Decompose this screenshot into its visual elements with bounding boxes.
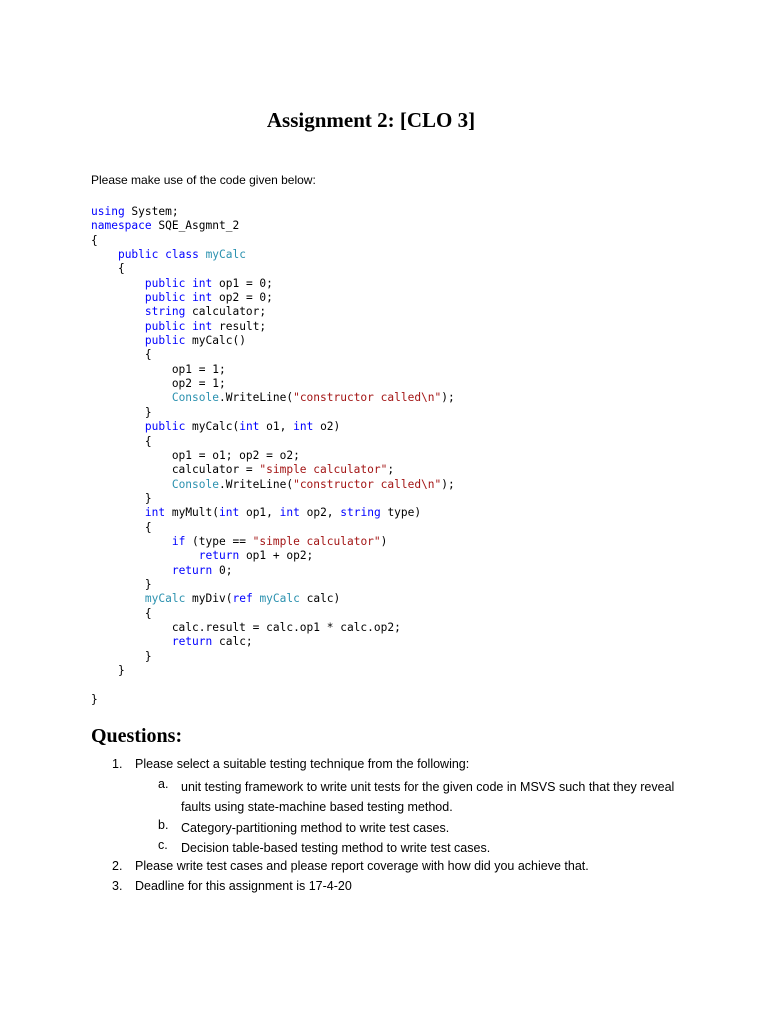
code-line [91,363,455,377]
code-token: public [144,276,186,290]
code-token: { [91,434,152,448]
sub-question-text: Decision table-based testing method to write test cases. [181,841,491,855]
sub-question-letter: b. [158,818,169,832]
code-token [91,635,172,648]
code-token: { [91,262,125,276]
code-token: SQE_Asgmnt_2 [151,219,240,233]
intro-text: Please make use of the code given below: [91,173,316,187]
code-token: { [91,520,152,534]
code-token: } [91,405,152,419]
code-line [91,219,455,233]
code-token: int [192,319,213,333]
sub-question-letter: c. [158,838,168,852]
question-text: Please write test cases and please report coverage with how did you achieve that. [135,859,589,873]
code-token [91,549,199,562]
code-token: .WriteLine( [218,477,294,491]
code-token: myCalc( [185,420,240,434]
code-token [91,305,145,318]
code-token: 0; [212,563,233,577]
code-token: ) [380,534,388,548]
code-token: namespace [91,219,152,233]
code-token: class [165,248,199,262]
code-token: myCalc [205,248,246,262]
code-token: myCalc [144,592,186,606]
code-line [91,549,455,563]
code-token: string [340,506,381,520]
code-line [91,391,455,405]
code-line [91,449,455,463]
code-token: calc.result = calc.op1 * calc.op2; [91,620,401,634]
code-line [91,262,455,276]
code-token: using [91,205,125,218]
code-token: o1, [259,420,294,434]
code-token: public [144,291,186,305]
code-token: public [144,334,186,348]
assignment-title: Assignment 2: [CLO 3] [266,108,476,132]
code-line [91,320,455,334]
code-token: int [192,276,213,290]
code-token [91,320,145,333]
code-token: return [198,549,240,563]
code-line [91,592,455,606]
code-token: "simple calculator" [252,534,381,548]
code-line [91,492,455,506]
code-token: op2 = 0; [212,291,273,305]
code-token: } [91,664,125,677]
question-text: Please select a suitable testing technique from the following: [135,757,470,771]
code-token: System; [124,205,179,218]
code-token: Console [171,391,219,405]
code-token: } [91,692,98,706]
code-token: public [144,319,186,333]
code-line [91,205,455,219]
code-token: int [144,506,166,520]
code-token: "simple calculator" [259,463,388,477]
code-line [91,664,455,678]
code-line [91,607,455,621]
code-token: string [144,305,186,319]
code-token: myMult( [165,506,219,520]
code-token: } [91,577,152,591]
code-line [91,506,455,520]
sub-question-text: Category-partitioning method to write test cases. [181,821,450,835]
code-token: int [239,420,260,434]
code-token: } [91,491,152,505]
code-token: .WriteLine( [218,391,294,405]
code-token: op1 = 0; [212,276,273,290]
code-token: "constructor called\n" [293,391,442,405]
code-token [91,420,145,433]
code-line [91,564,455,578]
code-token [199,248,206,261]
code-block [91,205,455,707]
code-line [91,678,455,692]
code-token: } [91,649,152,663]
code-token: if [171,534,186,548]
code-token: public [144,420,186,434]
code-token: ; [387,463,395,477]
code-token: calc; [212,635,253,649]
code-token: calculator; [185,305,267,319]
code-token [91,592,145,605]
code-token [91,478,172,491]
code-token [91,277,145,290]
code-line [91,291,455,305]
code-token: Console [171,477,219,491]
code-line [91,234,455,248]
code-token: calculator = [91,463,260,477]
code-token: int [279,506,300,520]
code-line [91,248,455,262]
code-token [91,291,145,304]
code-line [91,406,455,420]
code-token: myDiv( [185,592,233,606]
code-token: int [293,420,314,434]
code-token: myCalc() [185,334,246,348]
code-line [91,521,455,535]
code-token [91,564,172,577]
question-number: 3. [112,879,123,893]
code-line [91,420,455,434]
code-token [91,506,145,519]
code-line [91,305,455,319]
code-token: result; [212,319,267,333]
code-token: op1, [239,506,280,520]
code-token: int [192,291,213,305]
sub-question-letter: a. [158,777,169,791]
code-token: "constructor called\n" [293,477,442,491]
code-token: { [91,606,152,620]
code-token [91,334,145,347]
code-token: ); [441,391,455,405]
code-line [91,535,455,549]
code-token: return [171,635,213,649]
code-token [91,391,172,404]
code-line [91,693,455,707]
questions-heading: Questions: [91,725,183,747]
code-token: type) [380,506,422,520]
code-token: op1 + op2; [239,549,314,563]
code-line [91,435,455,449]
code-line [91,578,455,592]
code-token: op1 = 1; [91,362,226,376]
code-token [91,248,118,261]
question-number: 2. [112,859,123,873]
code-token: calc) [299,592,341,606]
code-line [91,463,455,477]
code-line [91,334,455,348]
code-line [91,621,455,635]
code-token: { [91,348,152,362]
code-token: o2) [313,420,341,434]
code-token: return [171,563,213,577]
code-token: ref [232,592,253,606]
code-token: ); [441,477,455,491]
code-line [91,277,455,291]
code-token: int [219,506,240,520]
question-text: Deadline for this assignment is 17-4-20 [135,879,352,893]
code-token: op2 = 1; [91,377,226,391]
code-line [91,377,455,391]
code-line [91,348,455,362]
question-number: 1. [112,757,123,771]
code-line [91,650,455,664]
code-token [91,535,172,548]
sub-question-text: unit testing framework to write unit tests for the given code in MSVS such that they reveal faults using state-machine based testing method. [181,780,675,814]
code-token: op2, [299,506,341,520]
code-token: (type == [185,534,253,548]
code-token: public [117,248,159,262]
code-token: { [91,233,98,247]
code-token: myCalc [259,592,300,606]
code-line [91,478,455,492]
code-token: op1 = o1; op2 = o2; [91,448,300,462]
code-line [91,635,455,649]
